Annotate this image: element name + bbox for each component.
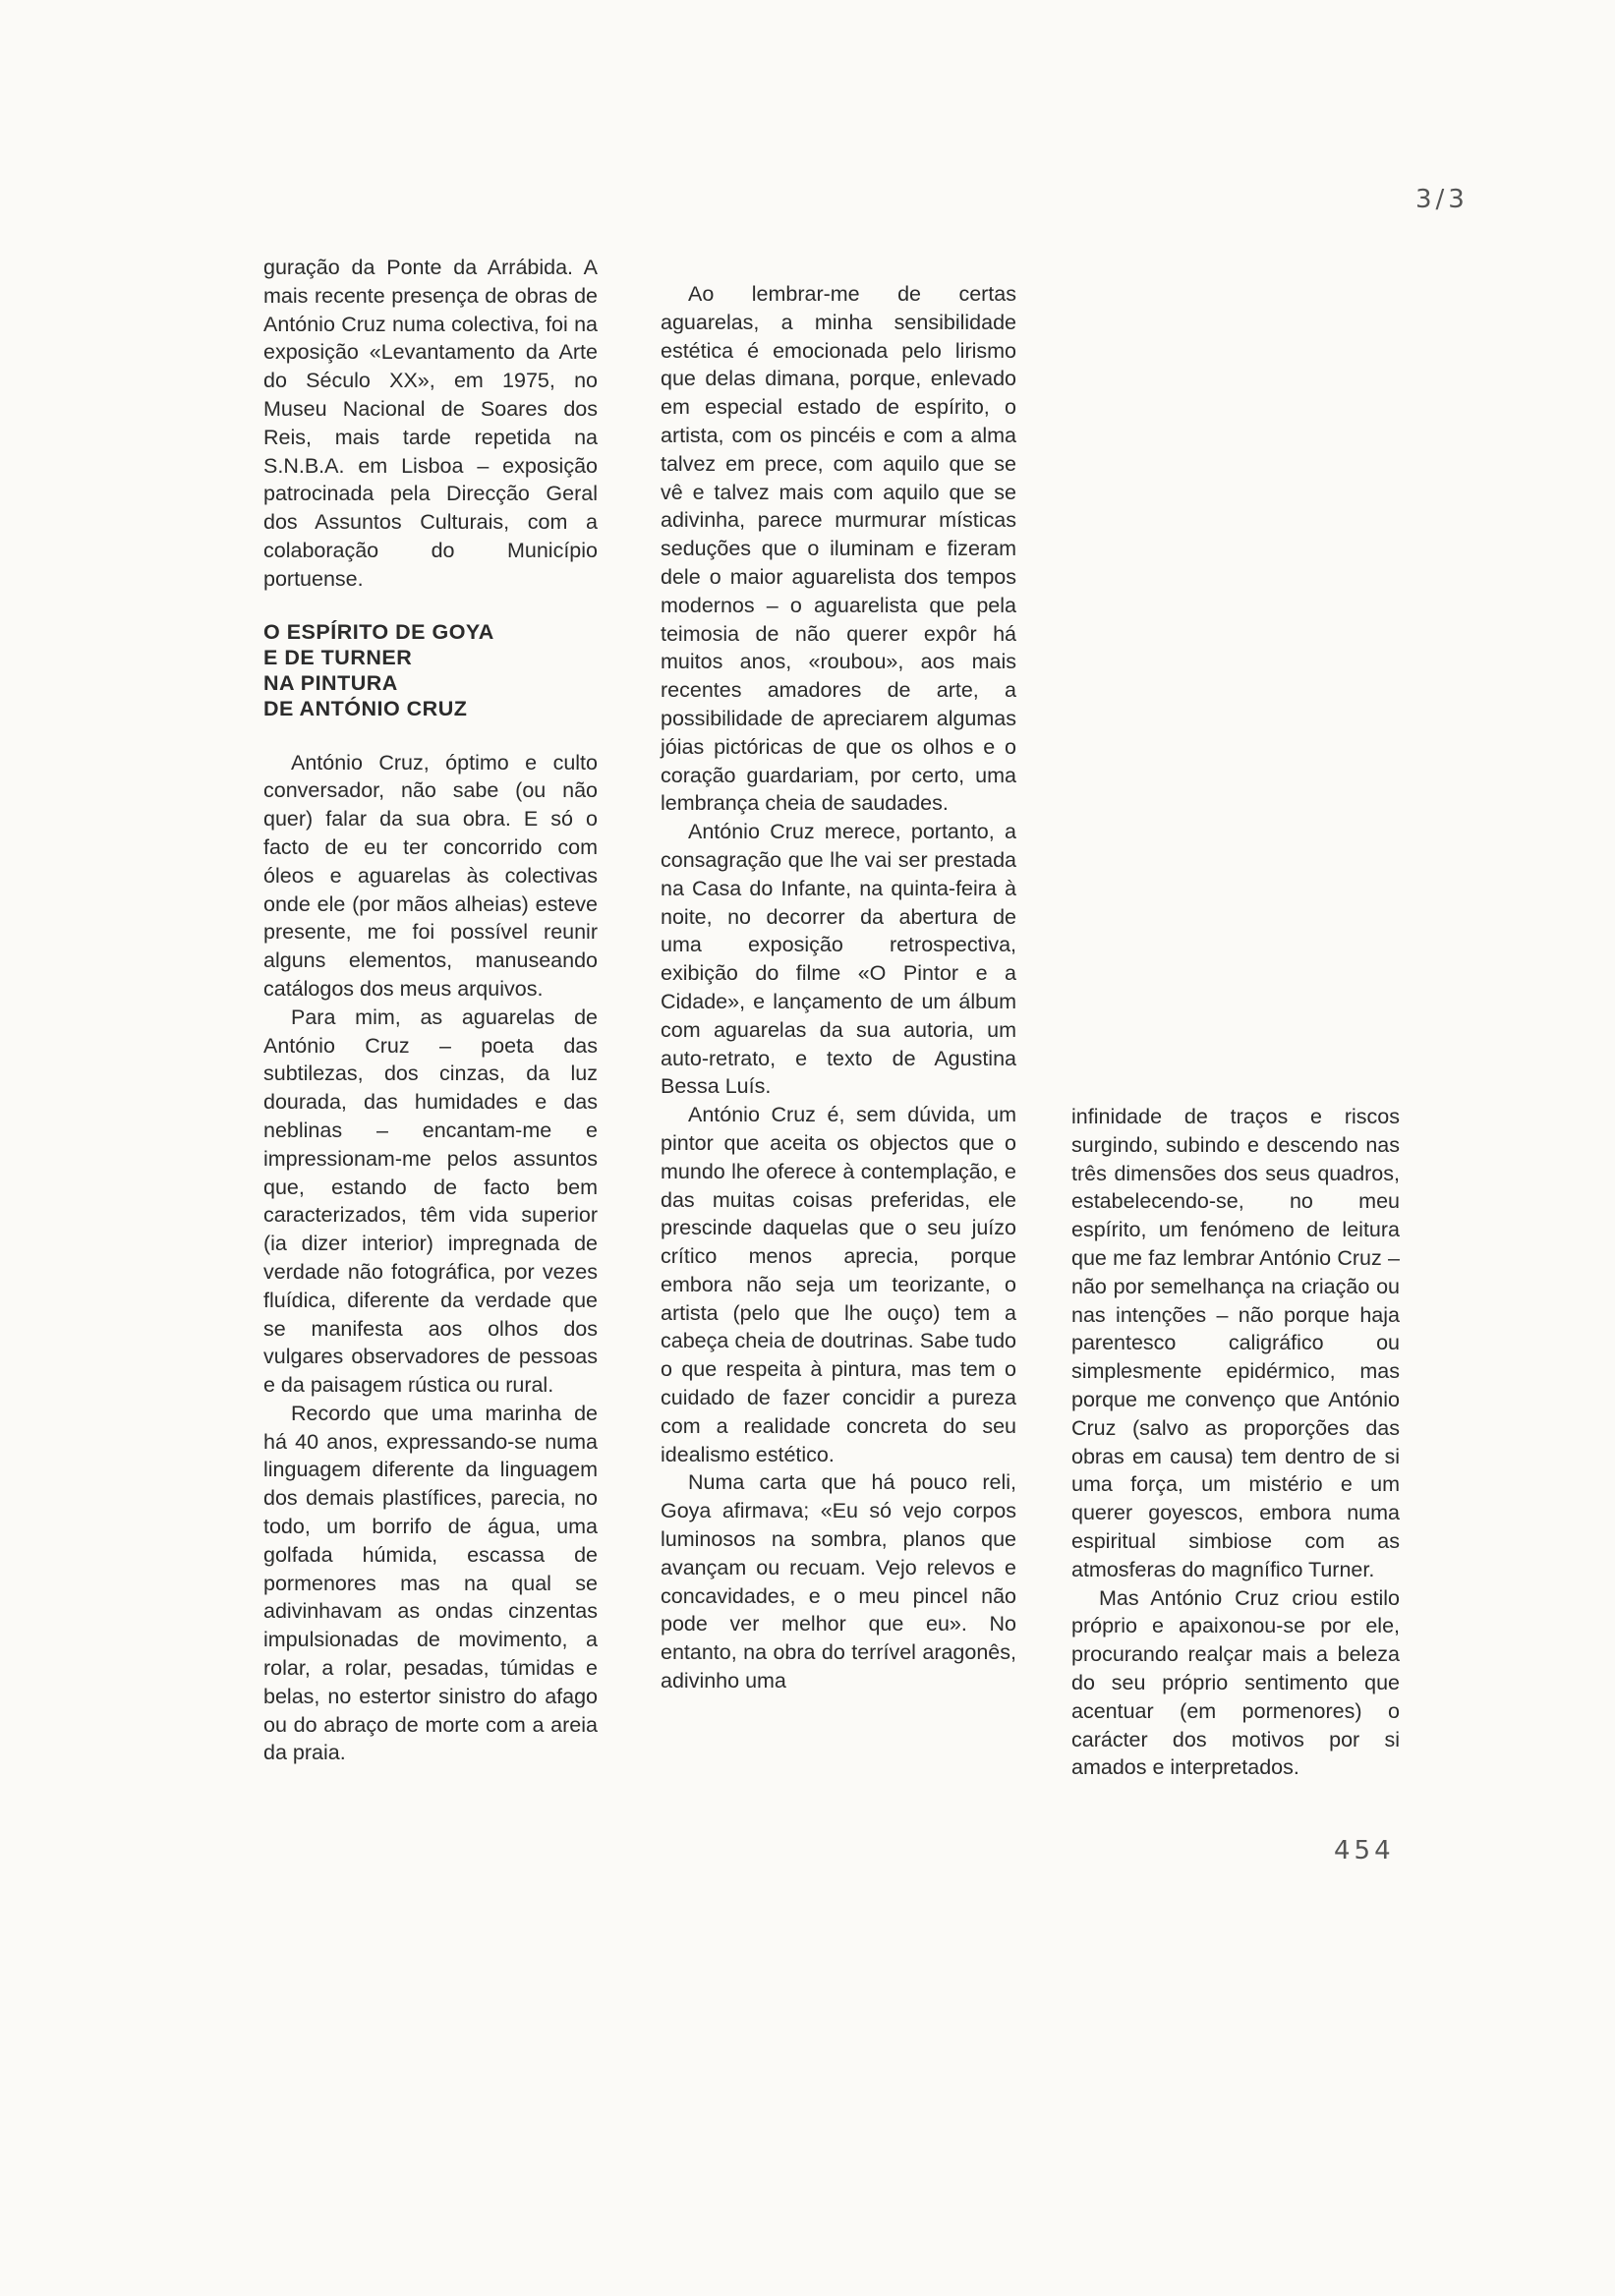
paragraph: Para mim, as aguarelas de António Cruz – poeta das subtilezas, dos cinzas, da luz dourada, das humidades e das neblinas – encantam-me e impressionam-me pelos assuntos que, estando de facto bem caracterizados, têm vida superior (ia dizer interior) impregnada de verdade não fotográfica, por vezes fluídica, diferente da verdade que se manifesta aos olhos dos vulgares observadores de pessoas e da paisagem rústica ou rural. <box>263 1004 598 1398</box>
paragraph: António Cruz merece, portanto, a consagração que lhe vai ser prestada na Casa do Infante, na quinta-feira à noite, no decorrer da abertura de uma exposição retrospectiva, exibição do filme «O Pintor e a Cidade», e lançamento de um álbum com aguarelas da sua autoria, um auto-retrato, e texto de Agustina Bessa Luís. <box>661 820 1016 1099</box>
heading-line: DE ANTÓNIO CRUZ <box>263 696 468 720</box>
article-column-1 <box>263 254 598 1767</box>
page-number: 454 <box>1334 1836 1395 1866</box>
paragraph: Recordo que uma marinha de há 40 anos, expressando-se numa linguagem diferente da linguagem dos demais plastífices, parecia, no todo, um borrifo de água, uma golfada húmida, escassa de pormenores mas na qual se adivinhavam as ondas cinzentas impulsionadas de movimento, a rolar, a rolar, pesadas, túmidas e belas, no estertor sinistro do afago ou do abraço de morte com a areia da praia. <box>263 1401 598 1765</box>
paragraph: infinidade de traços e riscos surgindo, subindo e descendo nas três dimensões dos seus quadros, estabelecendo-se, no meu espírito, um fenómeno de leitura que me faz lembrar António Cruz – não por semelhança na criação ou nas intenções – não porque haja parentesco caligráfico ou simplesmente epidérmico, mas porque me convenço que António Cruz (salvo as proporções das obras em causa) tem dentro de si uma força, um mistério e um querer goyescos, embora numa espiritual simbiose com as atmosferas do magnífico Turner. <box>1071 1105 1400 1581</box>
heading-line: O ESPÍRITO DE GOYA <box>263 619 494 644</box>
section-heading <box>263 619 598 721</box>
paragraph: Numa carta que há pouco reli, Goya afirmava; «Eu só vejo corpos luminosos na sombra, planos que avançam ou recuam. Vejo relevos e concavidades, e o meu pincel não pode ver melhor que eu». No entanto, na obra do terrível aragonês, adivinho uma <box>661 1470 1016 1693</box>
paragraph: António Cruz é, sem dúvida, um pintor que aceita os objectos que o mundo lhe oferece à contemplação, e das muitas coisas preferidas, ele prescinde daquelas que o seu juízo crítico menos aprecia, porque embora não seja um teorizante, o artista (pelo que lhe ouço) tem a cabeça cheia de doutrinas. Sabe tudo o que respeita à pintura, mas tem o cuidado de fazer concidir a pureza com a realidade concreta do seu idealismo estético. <box>661 1103 1016 1466</box>
paragraph: Ao lembrar-me de certas aguarelas, a minha sensibilidade estética é emocionada pelo lirismo que delas dimana, porque, enlevado em especial estado de espírito, o artista, com os pincéis e com a alma talvez em prece, com aquilo que se vê e talvez mais com aquilo que se adivinha, parece murmurar místicas seduções que o iluminam e fizeram dele o maior aguarelista dos tempos modernos – o aguarelista que pela teimosia de não querer expôr há muitos anos, «roubou», aos mais recentes amadores de arte, a possibilidade de apreciarem algumas jóias pictóricas de que os olhos e o coração guardariam, por certo, uma lembrança cheia de saudades. <box>661 282 1016 816</box>
page-mark-top: 3/3 <box>1415 185 1469 214</box>
article-column-3 <box>1071 1103 1400 1782</box>
paragraph: Mas António Cruz criou estilo próprio e apaixonou-se por ele, procurando realçar mais a beleza do seu próprio sentimento que acentuar (em pormenores) o carácter dos motivos por si amados e interpretados. <box>1071 1585 1400 1780</box>
paragraph: guração da Ponte da Arrábida. A mais recente presença de obras de António Cruz numa colectiva, foi na exposição «Levantamento da Arte do Século XX», em 1975, no Museu Nacional de Soares dos Reis, mais tarde repetida na S.N.B.A. em Lisboa – exposição patrocinada pela Direcção Geral dos Assuntos Culturais, com a colaboração do Município portuense. <box>263 256 598 591</box>
paragraph: António Cruz, óptimo e culto conversador, não sabe (ou não quer) falar da sua obra. E só o facto de eu ter concorrido com óleos e aguarelas às colectivas onde ele (por mãos alheias) esteve presente, me foi possível reunir alguns elementos, manuseando catálogos dos meus arquivos. <box>263 750 598 1001</box>
heading-line: E DE TURNER <box>263 645 413 669</box>
heading-line: NA PINTURA <box>263 670 398 695</box>
article-column-2 <box>661 280 1016 1695</box>
